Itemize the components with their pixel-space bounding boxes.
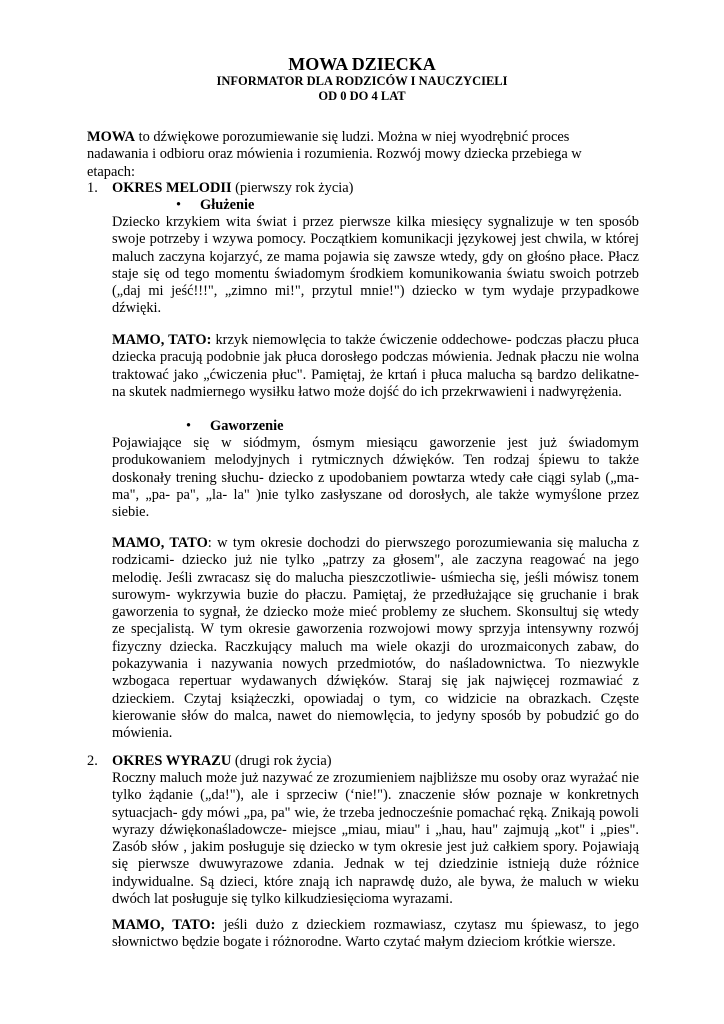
section-2-title-note: (drugi rok życia): [231, 753, 332, 769]
subsection-gluzenie-title: Głużenie: [200, 197, 255, 213]
section-1-heading: [112, 180, 353, 197]
intro-lead: MOWA: [87, 129, 135, 145]
age-range: OD 0 DO 4 LAT: [318, 89, 406, 103]
parent-note-1-text: krzyk niemowlęcia to także ćwiczenie oddechowe- podczas płaczu płuca dziecka pracują podobnie jak płuca dorosłego podczas mówienia. Jednak płaczu nie wolna traktować jako „ćwiczenia płuc". Pamiętaj, że krtań i płuca malucha są bardzo delikatne- na skutek nadmiernego wysiłku łatwo może dojść do ich przekrwawieni i nadwyrężenia.: [112, 332, 639, 400]
section-1-title: OKRES MELODII: [112, 180, 232, 196]
parent-note-2-text: : w tym okresie dochodzi do pierwszego porozumiewania się malucha z rodzicami- dziecko już nie tylko „patrzy za głosem", ale zaczyna reagować na jego melodię. Jeśli zwracasz się do malucha pieszczotliwie- uśmiecha się, jeśli mówisz tonem surowym- wykrzywia buzie do płaczu. Pamiętaj, że przedłużające się gruchanie i brak gaworzenia to sygnał, że dziecko może mieć problemy ze słuchem. Skonsultuj się wtedy ze specjalistą. W tym okresie gaworzenia rozwojowi mowy sprzyja intensywny rozwój fizyczny dziecka. Raczkujący maluch ma wiele okazji do urozmaiconych zabaw, do pokazywania i nazywania nowych przedmiotów, do naśladownictwa. To niezwykle wzbogaca repertuar wydawanych dźwięków. Staraj się jak najwięcej rozmawiać z dzieckiem. Czytaj książeczki, opowiadaj o tym, co widzicie na obrazkach. Częste kierowanie słów do malca, nawet do niemowlęcia, to jedyny sposób by pobudzić go do mówienia.: [112, 535, 639, 742]
intro-text: to dźwiękowe porozumiewanie się ludzi. Można w niej wyodrębnić proces nadawania i odbioru oraz mówienia i rozumienia. Rozwój mowy dziecka przebiega w etapach:: [87, 129, 582, 180]
section-1-title-note: (pierwszy rok życia): [231, 180, 354, 196]
section-2-title: OKRES WYRAZU: [112, 753, 232, 769]
document-title: MOWA DZIECKA: [288, 54, 436, 74]
section-1-number: 1.: [87, 180, 98, 196]
intro-paragraph: [87, 129, 607, 181]
parent-note-3: [112, 917, 639, 952]
subsection-gaworzenie-heading: [186, 418, 284, 435]
gluzenie-paragraph: Dziecko krzykiem wita świat i przez pierwsze kilka miesięcy sygnalizuje w ten sposób swoje potrzeby i wzywa pomocy. Początkiem komunikacji językowej jest chwila, w której maluch zaczyna kojarzyć, ze mama pojawia się zawsze wtedy, gdy on głośno płace. Płacz staje się od tego momentu świadomym środkiem komunikowania światu swoich potrzeb („daj mi jeść!!!", „zimno mi!", przytul mnie!") dziecko w tym wydaje przypadkowe dźwięki.: [112, 214, 639, 317]
subsection-gluzenie-heading: [176, 197, 254, 214]
okres-wyrazu-paragraph: Roczny maluch może już nazywać ze zrozumieniem najbliższe mu osoby oraz wyrażać nie tylko żądanie („da!"), ale i sprzeciw (‘nie!"). znaczenie słów poznaje w konkretnych sytuacjach- gdy mówi „pa, pa" wie, że trzeba jednocześnie pomachać ręką. Znikają powoli wyrazy dźwiękonaśladowcze- miejsce „miau, miau" i „hau, hau" zajmują „kot" i „pies". Zasób słów , jakim posługuje się dziecko w tym okresie jest już całkiem spory. Pojawiają się pierwsze dwuwyrazowe zdania. Jednak w tej dziedzinie istnieją duże różnice indywidualne. Są dzieci, które znają ich naprawdę dużo, ale bywa, że maluch w wieku dwóch lat posługuje się tylko kilkudziesięcioma wyrazami.: [112, 770, 639, 908]
parent-note-1: [112, 332, 639, 401]
parent-note-3-lead: MAMO, TATO:: [112, 917, 216, 933]
parent-note-2: [112, 535, 639, 743]
subsection-gaworzenie-title: Gaworzenie: [210, 418, 284, 434]
bullet-icon: •: [186, 418, 192, 434]
gaworzenie-paragraph: Pojawiające się w siódmym, ósmym miesiącu gaworzenie jest już świadomym produkowaniem melodyjnych i rytmicznych dźwięków. Ten rodzaj śpiewu to także doskonały trening słuchu- dziecko z upodobaniem powtarza wtedy całe ciągi sylab („ma-ma", „pa- pa", „la- la" )nie tylko zasłyszane od dorosłych, ale także wymyślone przez siebie.: [112, 435, 639, 521]
parent-note-1-lead: MAMO, TATO:: [112, 332, 212, 348]
bullet-icon: •: [176, 197, 182, 213]
parent-note-2-lead: MAMO, TATO: [112, 535, 208, 551]
section-2-number: 2.: [87, 753, 98, 769]
section-2-heading: [112, 753, 332, 770]
parent-note-3-text: jeśli dużo z dzieckiem rozmawiasz, czytasz mu śpiewasz, to jego słownictwo będzie bogate i różnorodne. Warto czytać małym dzieciom krótkie wiersze.: [112, 917, 639, 951]
document-subtitle: INFORMATOR DLA RODZICÓW I NAUCZYCIELI: [216, 74, 508, 88]
